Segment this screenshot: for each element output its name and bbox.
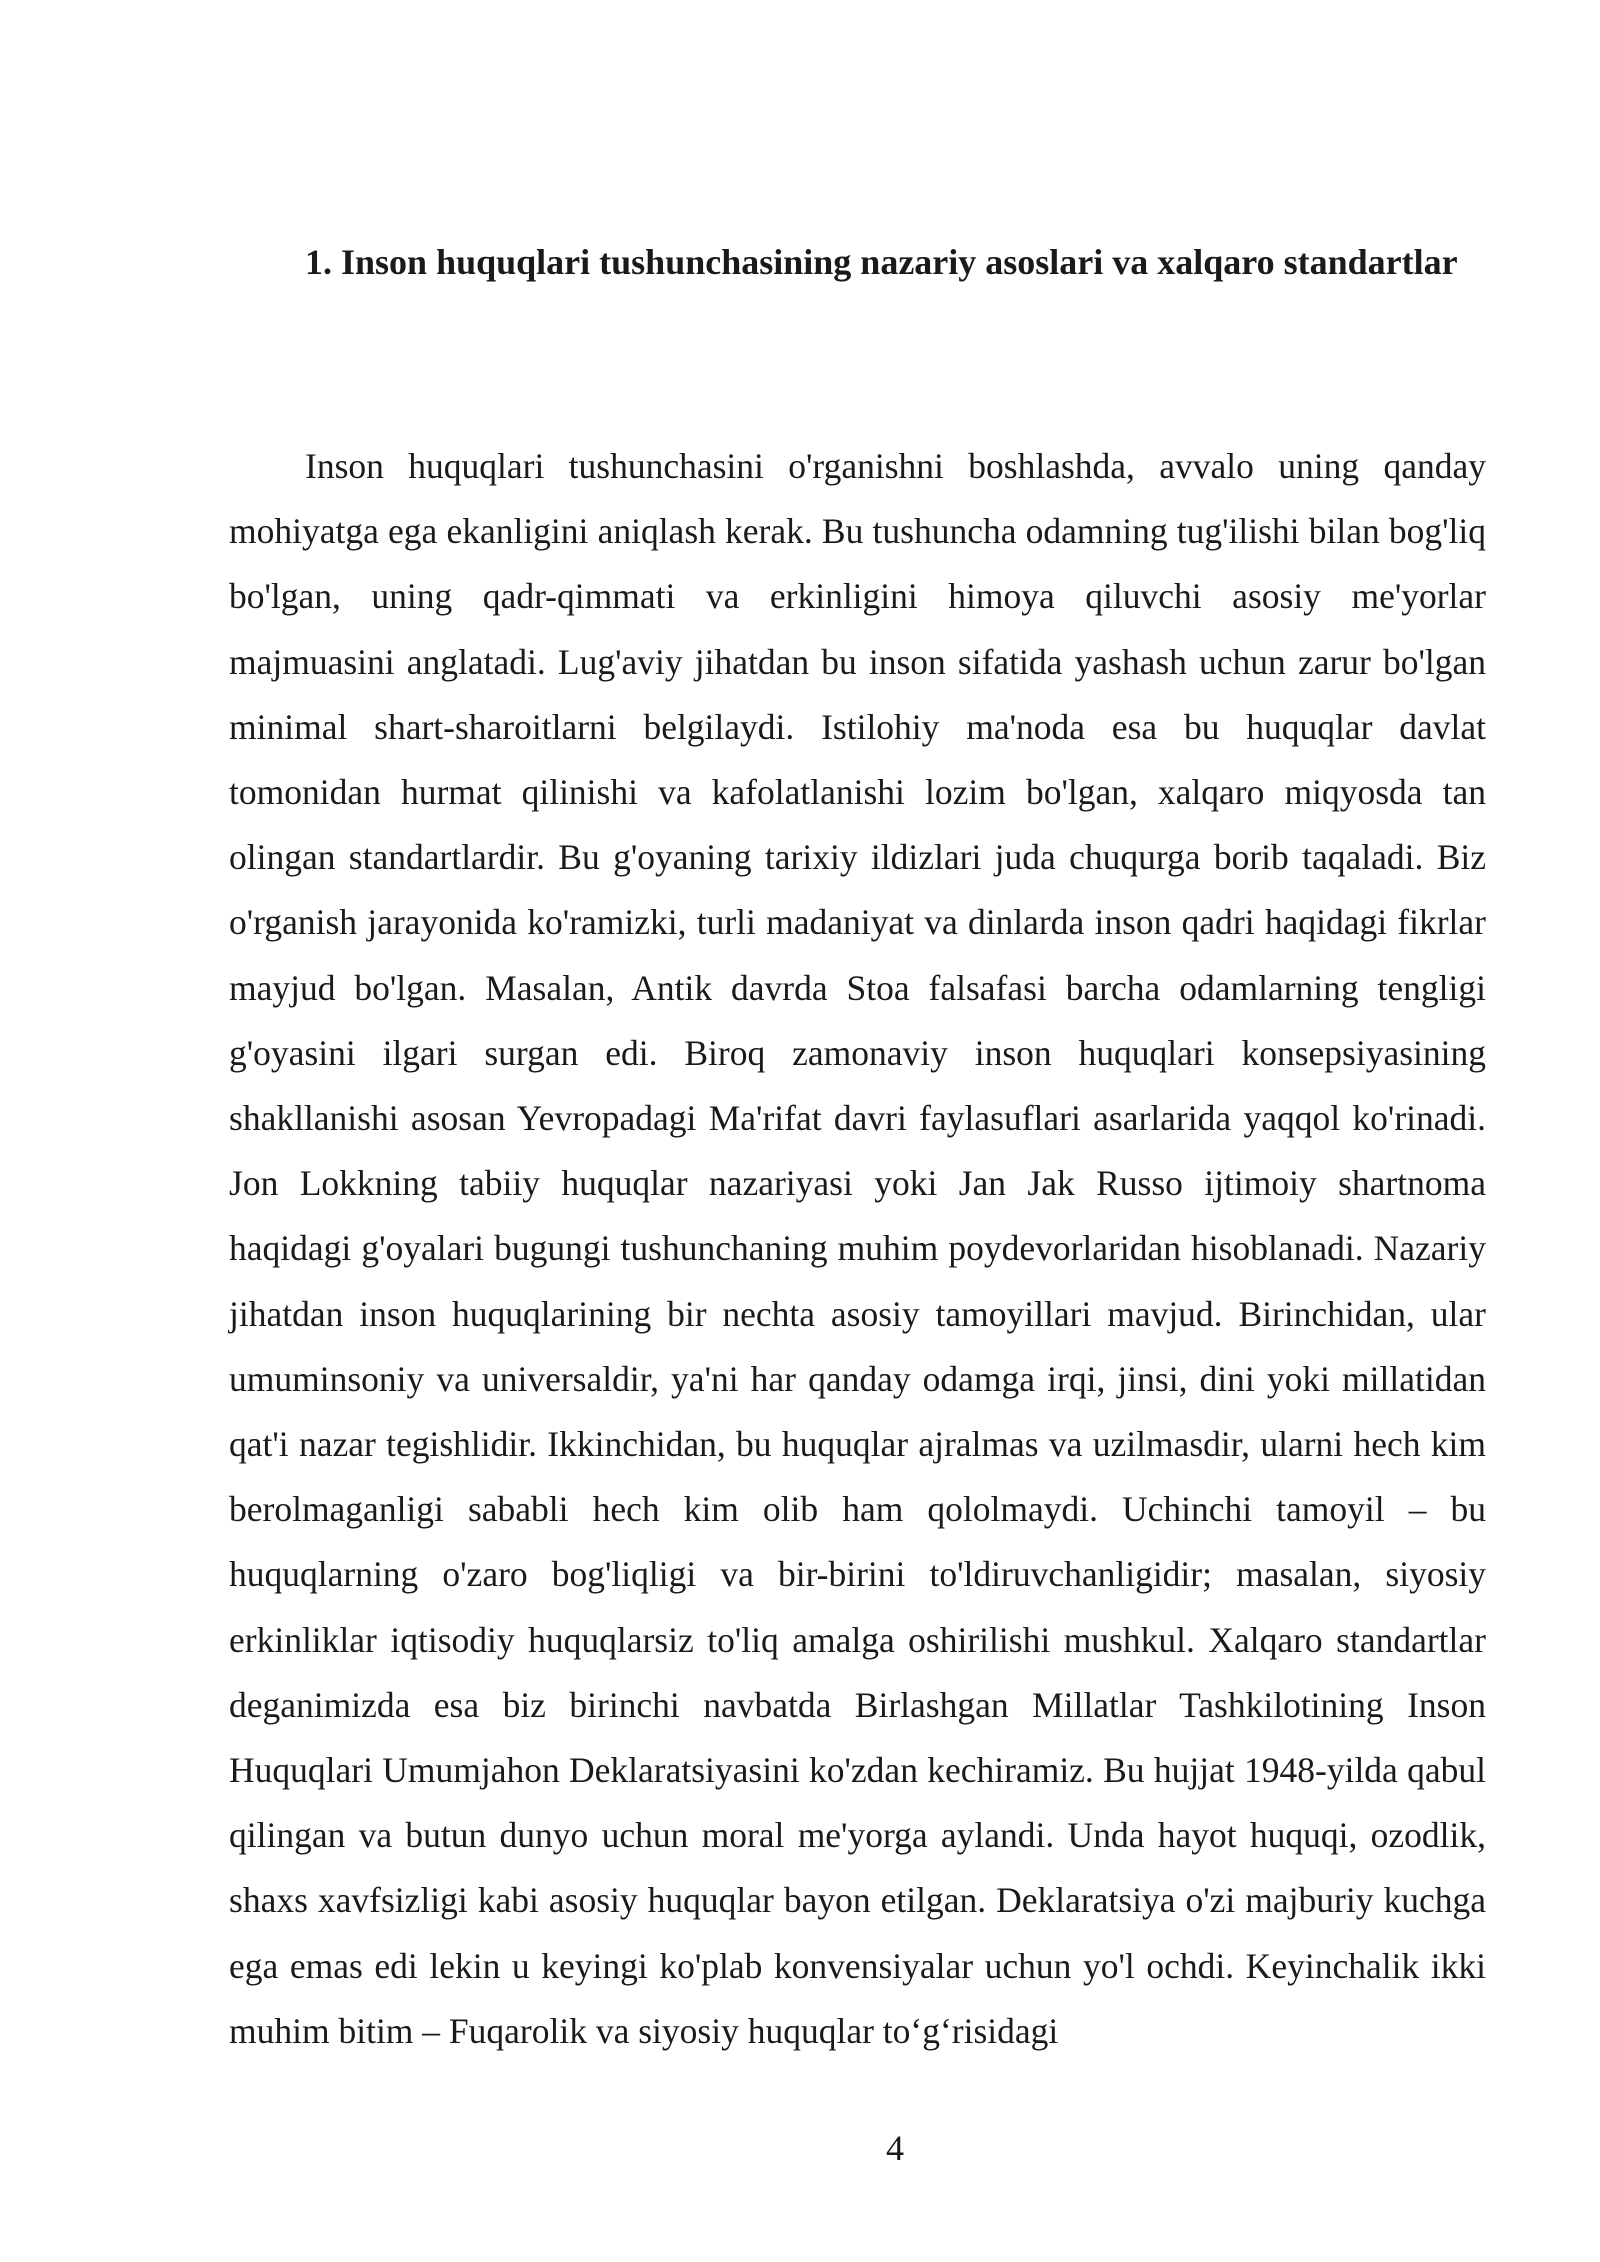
body-paragraph: Inson huquqlari tushunchasini o'rganishni boshlashda, avvalo uning qanday mohiyatga ega ekanligini aniqlash kerak. Bu tushuncha odamning tug'ilishi bilan bog'liq bo'lgan, uning qadr-qimmati va erkinligini himoya qiluvchi asosiy me'yorlar majmuasini anglatadi. Lug'aviy jihatdan bu inson sifatida yashash uchun zarur bo'lgan minimal shart-sharoitlarni belgilaydi. Istilohiy ma'noda esa bu huquqlar davlat tomonidan hurmat qilinishi va kafolatlanishi lozim bo'lgan, xalqaro miqyosda tan olingan standartlardir. Bu g'oyaning tarixiy ildizlari juda chuqurga borib taqaladi. Biz o'rganish jarayonida ko'ramizki, turli madaniyat va dinlarda inson qadri haqidagi fikrlar mayjud bo'lgan. Masalan, Antik davrda Stoa falsafasi barcha odamlarning tengligi g'oyasini ilgari surgan edi. Biroq zamonaviy inson huquqlari konsepsiyasining shakllanishi asosan Yevropadagi Ma'rifat davri faylasuflari asarlarida yaqqol ko'rinadi. Jon Lokkning tabiiy huquqlar nazariyasi yoki Jan Jak Russo ijtimoiy shartnoma haqidagi g'oyalari bugungi tushunchaning muhim poydevorlaridan hisoblanadi. Nazariy jihatdan inson huquqlarining bir nechta asosiy tamoyillari mavjud. Birinchidan, ular umuminsoniy va universaldir, ya'ni har qanday odamga irqi, jinsi, dini yoki millatidan qat'i nazar tegishlidir. Ikkinchidan, bu huquqlar ajralmas va uzilmasdir, ularni hech kim berolmaganligi sababli hech kim olib ham qololmaydi. Uchinchi tamoyil – bu huquqlarning o'zaro bog'liqligi va bir-birini to'ldiruvchanligidir; masalan, siyosiy erkinliklar iqtisodiy huquqlarsiz to'liq amalga oshirilishi mushkul. Xalqaro standartlar deganimizda esa biz birinchi navbatda Birlashgan Millatlar Tashkilotining Inson Huquqlari Umumjahon Deklaratsiyasini ko'zdan kechiramiz. Bu hujjat 1948-yilda qabul qilingan va butun dunyo uchun moral me'yorga aylandi. Unda hayot huquqi, ozodlik, shaxs xavfsizligi kabi asosiy huquqlar bayon etilgan. Deklaratsiya o'zi majburiy kuchga ega emas edi lekin u keyingi ko'plab konvensiyalar uchun yo'l ochdi. Keyinchalik ikki muhim bitim – Fuqarolik va siyosiy huquqlar to‘g‘risidagi bbox=[229, 446, 1486, 2051]
page-number: 4 bbox=[886, 2128, 904, 2168]
section-heading: 1. Inson huquqlari tushunchasining nazariy asoslari va xalqaro standartlar bbox=[305, 242, 1458, 282]
